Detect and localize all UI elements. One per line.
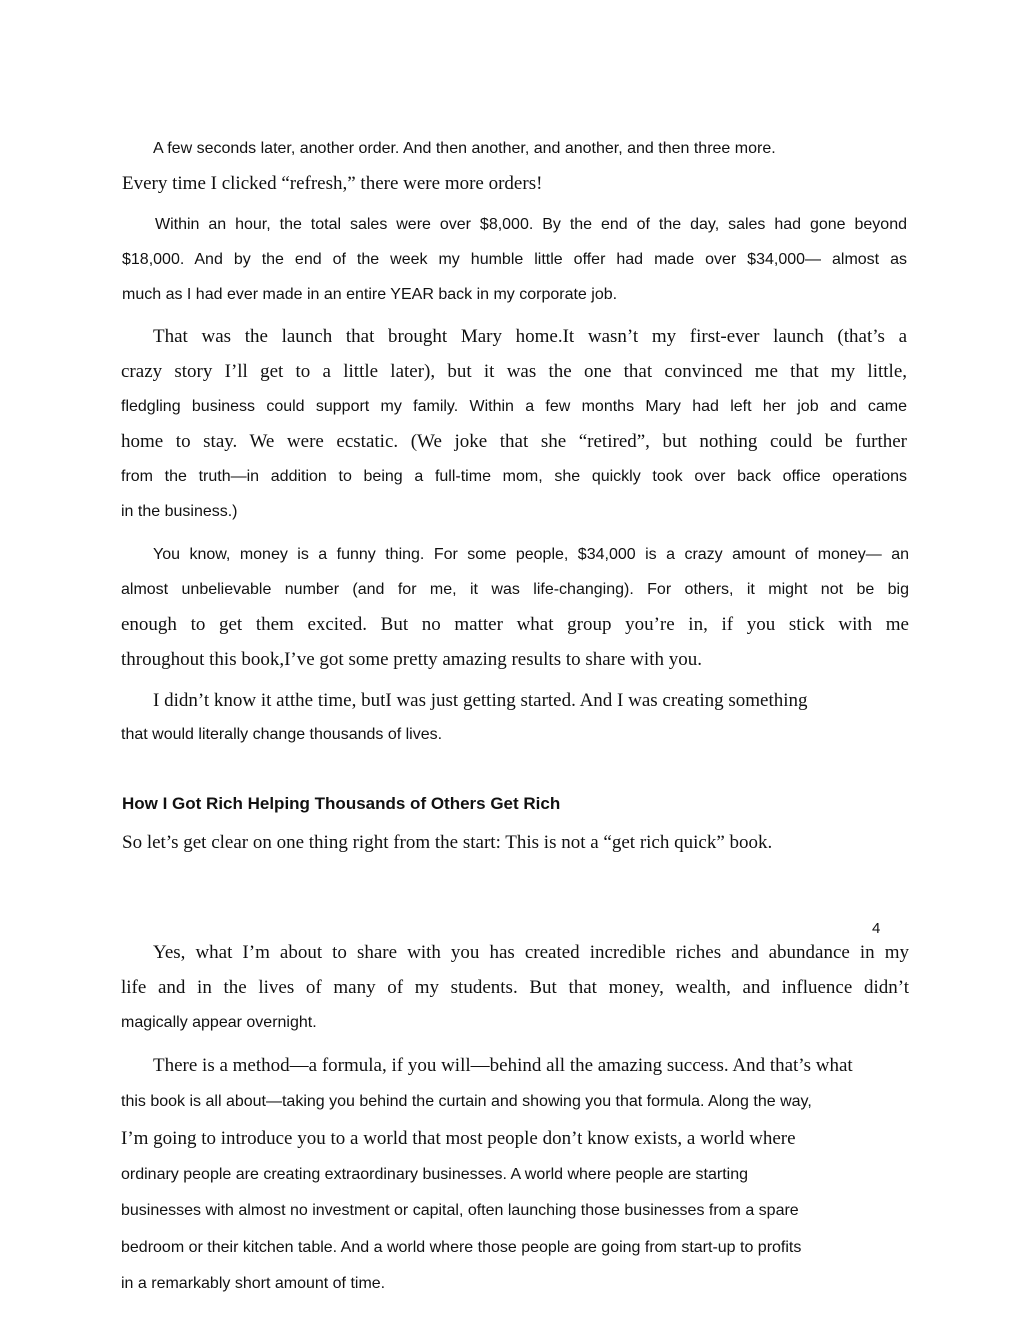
- text-line: enough to get them excited. But no matter what group you’re in, if you stick with me: [121, 614, 909, 635]
- text-line: ordinary people are creating extraordinary businesses. A world where people are starting: [121, 1166, 749, 1183]
- text-line: crazy story I’ll get to a little later), but it was the one that convinced me that my little,: [121, 361, 907, 382]
- text-line: Every time I clicked “refresh,” there were more orders!: [122, 173, 543, 194]
- text-line: $18,000. And by the end of the week my humble little offer had made over $34,000— almost as: [122, 251, 907, 268]
- text-line: So let’s get clear on one thing right from the start: This is not a “get rich quick” book.: [122, 832, 773, 853]
- text-line: That was the launch that brought Mary home.It wasn’t my first-ever launch (that’s a: [153, 326, 907, 347]
- text-line: magically appear overnight.: [121, 1014, 317, 1031]
- section-heading: How I Got Rich Helping Thousands of Others Get Rich: [122, 794, 561, 813]
- text-line: Within an hour, the total sales were over $8,000. By the end of the day, sales had gone beyond: [155, 216, 907, 233]
- text-line: life and in the lives of many of my students. But that money, wealth, and influence didn’t: [121, 977, 909, 998]
- text-line: throughout this book,I’ve got some pretty amazing results to share with you.: [121, 649, 702, 670]
- text-line: fledgling business could support my family. Within a few months Mary had left her job and came: [121, 398, 907, 415]
- text-line: almost unbelievable number (and for me, it was life-changing). For others, it might not be big: [121, 581, 909, 598]
- text-line: businesses with almost no investment or capital, often launching those businesses from a spare: [121, 1202, 799, 1219]
- text-line: There is a method—a formula, if you will—behind all the amazing success. And that’s what: [153, 1055, 853, 1076]
- text-line: in the business.): [121, 503, 238, 520]
- text-line: I didn’t know it atthe time, butI was just getting started. And I was creating something: [153, 690, 808, 711]
- text-line: from the truth—in addition to being a full-time mom, she quickly took over back office operations: [121, 468, 907, 485]
- text-line: in a remarkably short amount of time.: [121, 1275, 386, 1292]
- text-line: A few seconds later, another order. And then another, and another, and then three more.: [153, 140, 776, 157]
- text-line: much as I had ever made in an entire YEAR back in my corporate job.: [122, 286, 618, 303]
- text-line: You know, money is a funny thing. For some people, $34,000 is a crazy amount of money— an: [153, 546, 909, 563]
- text-line: Yes, what I’m about to share with you has created incredible riches and abundance in my: [153, 942, 909, 963]
- text-line: home to stay. We were ecstatic. (We joke that she “retired”, but nothing could be further: [121, 431, 907, 452]
- text-line: this book is all about—taking you behind the curtain and showing you that formula. Along the way,: [121, 1093, 812, 1110]
- text-line: that would literally change thousands of lives.: [121, 726, 443, 743]
- page-number: 4: [872, 920, 881, 937]
- text-line: I’m going to introduce you to a world that most people don’t know exists, a world where: [121, 1128, 796, 1149]
- text-line: bedroom or their kitchen table. And a world where those people are going from start-up to profits: [121, 1239, 802, 1256]
